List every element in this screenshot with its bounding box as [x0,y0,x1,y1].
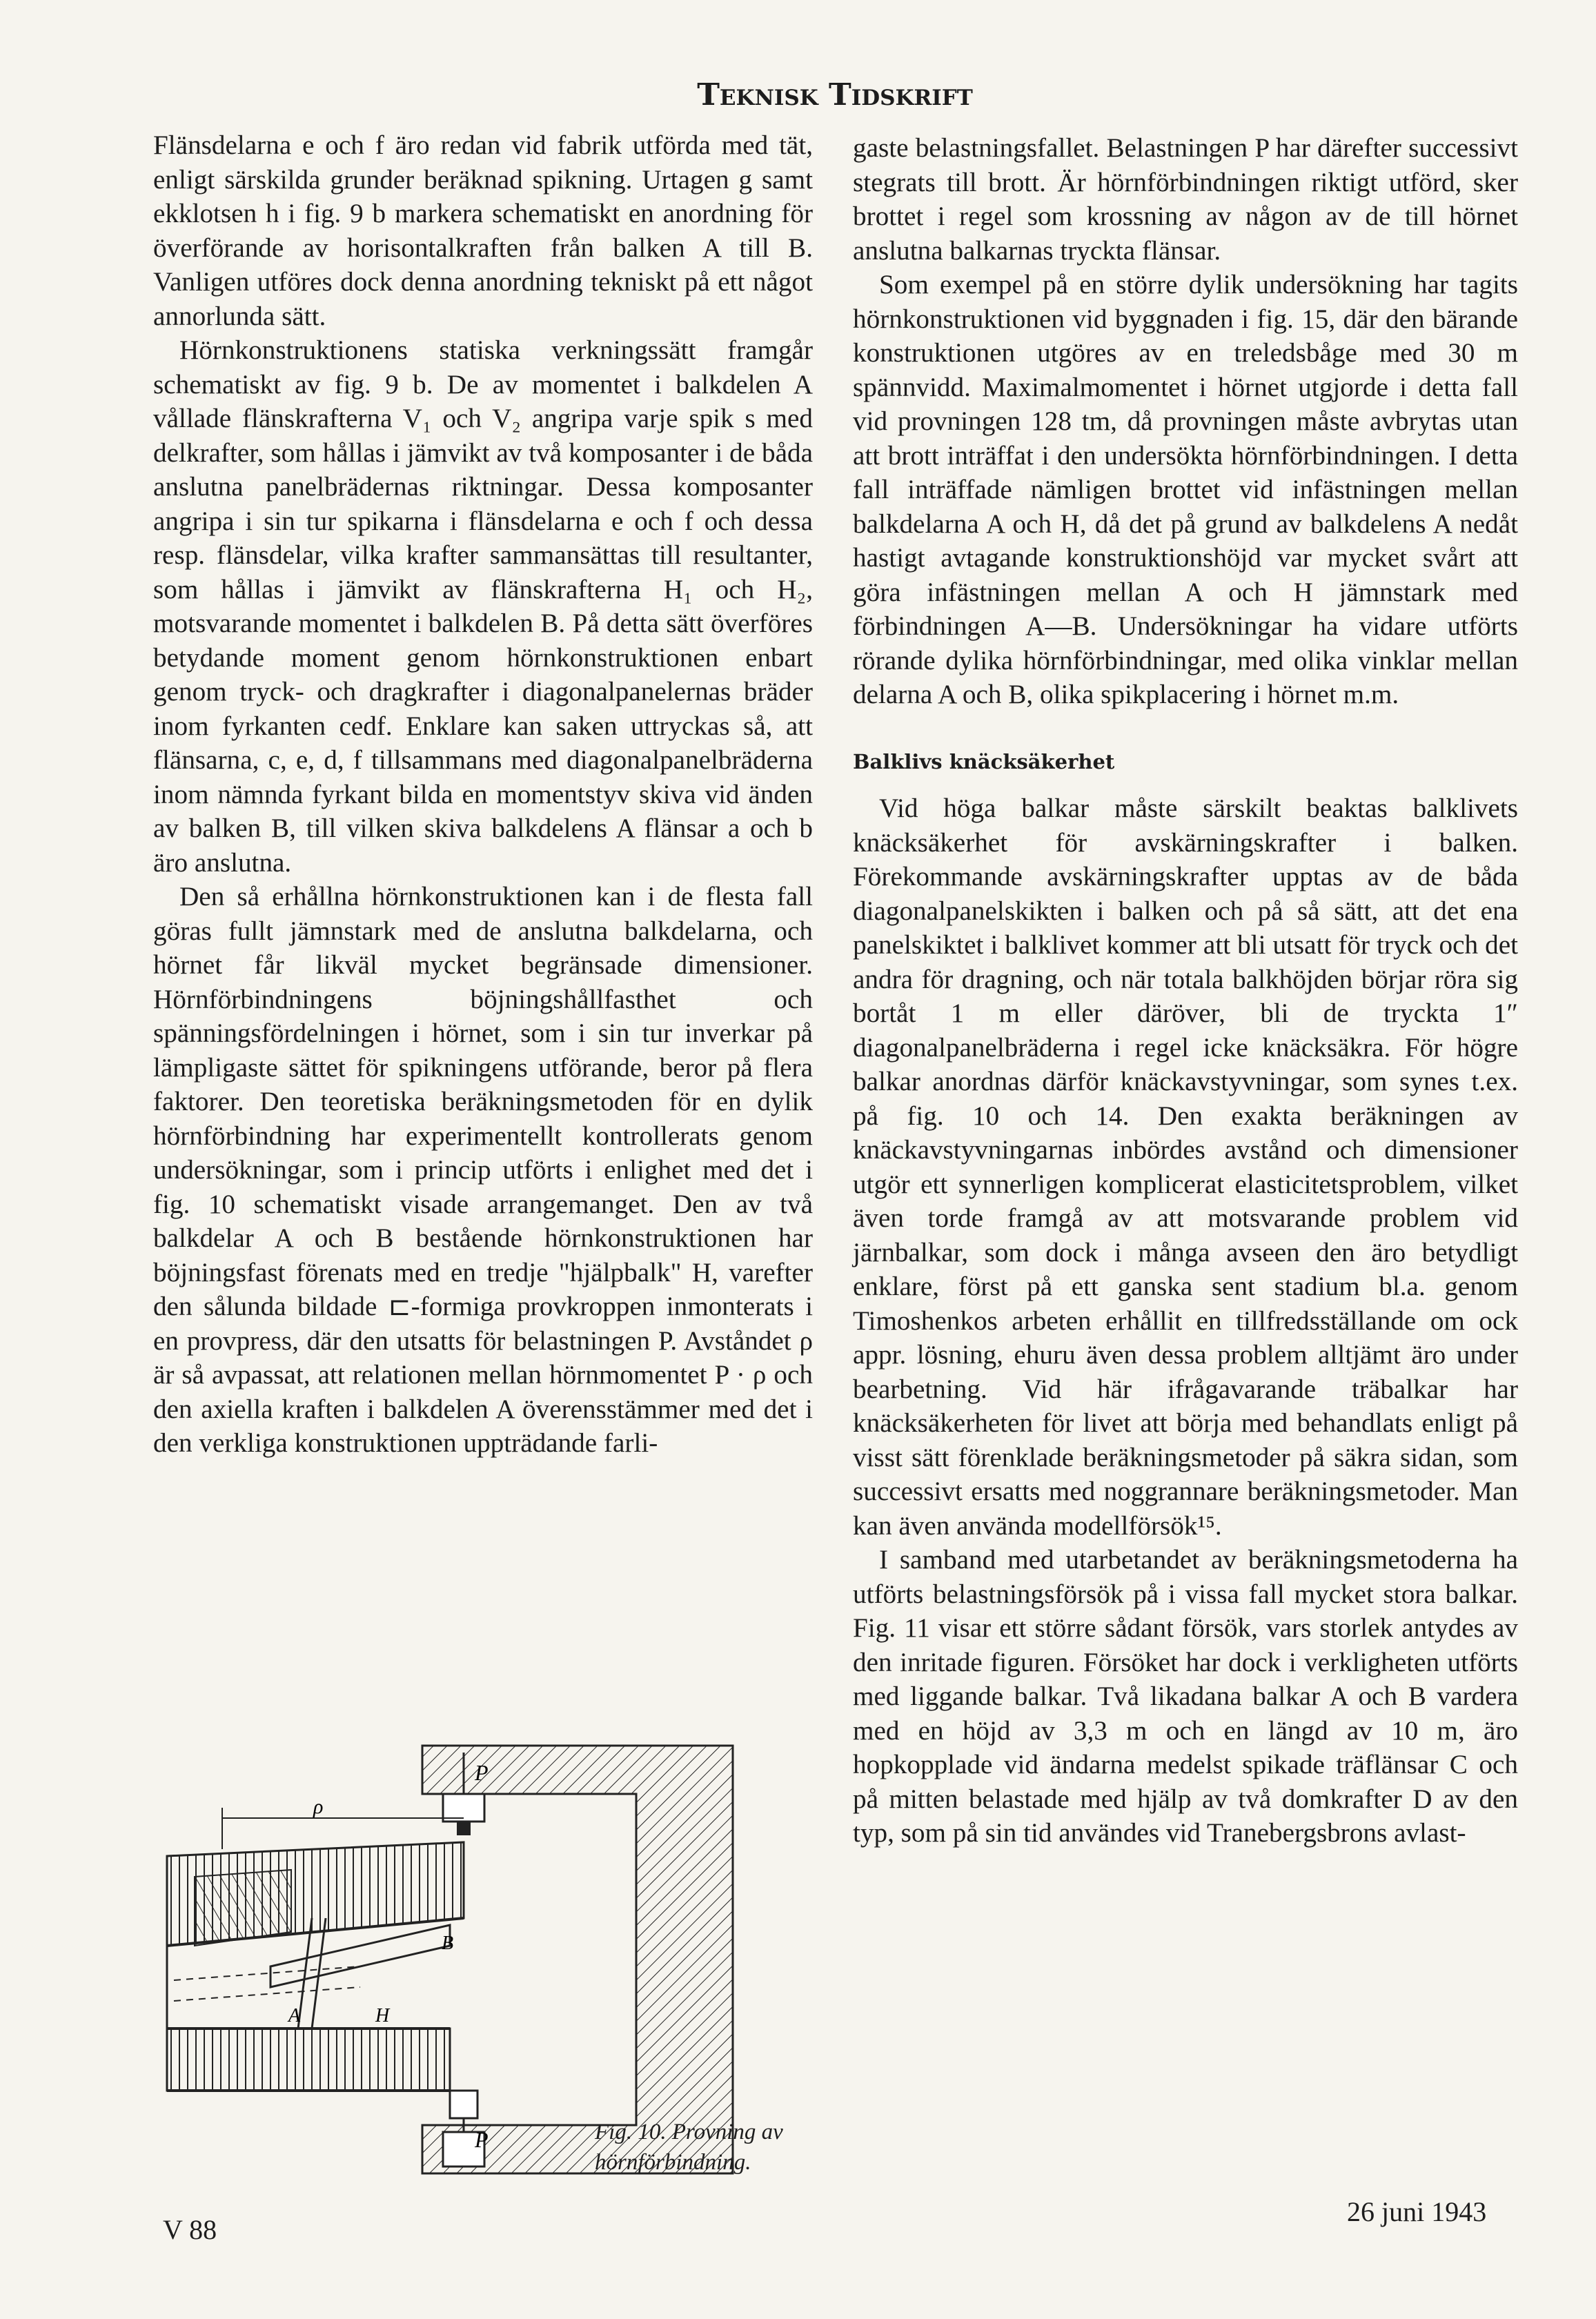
label-a: A [288,2005,301,2026]
left-column [153,128,813,1461]
journal-masthead: Teknisk Tidskrift [697,77,973,112]
figure-caption: Fig. 10. Provning av hörnförbindning. [595,2120,783,2175]
paragraph: Hörnkonstruktionens statiska verkningssätt framgår schematiskt av fig. 9 b. De av momentet i balkdelen A vållade flänskrafterna V₁ och V₂ angripa varje spik s med delkrafter, som hållas i jämvikt av två komposanter i de båda anslutna panelbrädernas riktningar. Dessa komposanter angripa i sin tur spikarna i flänsdelarna e och f och dessa resp. flänsdelar, vilka krafter sammansättas till resultanter, som hållas i jämvikt av flänskrafterna H₁ och H₂, motsvarande momentet i balkdelen B. På detta sätt överföres betydande moment genom hörnkonstruktionen enbart genom tryck- och dragkrafter i diagonalpanelernas bräder inom fyrkanten cedf. Enklare kan saken uttryckas så, att flänsarna, c, e, d, f tillsammans med diagonalpanelbräderna inom nämnda fyrkant bilda en momentstyv skiva vid änden av balken B, till vilken skiva balkdelens A flänsar a och b äro anslutna. [153,335,813,878]
bottom-support [450,2091,477,2118]
top-bearing [457,1822,471,1835]
issue-date: 26 juni 1943 [1347,2196,1487,2227]
paragraph: gaste belastningsfallet. Belastningen P har därefter successivt stegrats till brott. Är hörnförbindningen riktigt utförd, sker brottet i regel som krossning av någon av de till hörnet anslutna balkarnas tryckta flänsar. [853,133,1518,266]
lower-beam [167,2029,450,2091]
paragraph: Den så erhållna hörnkonstruktionen kan i de flesta fall göras fullt jämnstark med de anslutna balkdelarna, och hörnet får likväl mycket begränsade dimensioner. Hörnförbindningens böjningshållfasthet och spänningsfördelningen i hörnet, som i sin tur inverkar på lämpligaste sättet för spikningens utförande, beror på flera faktorer. Den teoretiska beräkningsmetoden för en dylik hörnförbindning har experimentellt kontrollerats genom undersökningar, som i princip utförts i enlighet med det i fig. 10 schematiskt visade arrangemanget. Den av två balkdelar A och B bestående hörnkonstruktionen har böjningsfast förenats med en tredje "hjälpbalk" H, varefter den sålunda bildade ⊏-formiga provkroppen inmonterats i en provpress, där den utsatts för belastningen P. Avståndet ρ är så avpassat, att relationen mellan hörnmomentet P · ρ och den axiella kraften i balkdelen A överensstämmer med det i den verkliga konstruktionen uppträdande farli- [153,882,813,1458]
label-p-bottom: P [475,2127,489,2152]
paragraph: I samband med utarbetandet av beräkningsmetoderna ha utförts belastningsförsök på i vissa fall mycket stora balkar. Fig. 11 visar ett större sådant försök, vars storlek antydes av den inritade figuren. Försöket har dock i verkligheten utförts med liggande balkar. Två likadana balkar A och B vardera med en höjd av 3,3 m och en längd av 10 m, äro hopkopplade vid ändarna medelst spikade träflänsar C och på mitten belastade med hjälp av två domkrafter D av den typ, som på sin tid användes vid Tranebergsbrons avlast- [853,1545,1518,1848]
page-number: V 88 [163,2214,217,2245]
paragraph: Flänsdelarna e och f äro redan vid fabrik utförda med tät, enligt särskilda grunder beräknad spikning. Urtagen g samt ekklotsen h i fig. 9 b markera schematiskt en anordning för överförande av horisontalkraften från balken A till B. Vanligen utföres dock denna anordning tekniskt på ett något annorlunda sätt. [153,130,813,331]
label-p-top: P [475,1760,489,1785]
label-rho: ρ [313,1795,324,1818]
right-column [853,131,1518,1851]
paragraph: Vid höga balkar måste särskilt beaktas balklivets knäcksäkerhet för avskärningskrafter i balken. Förekommande avskärningskrafter upptas av de båda diagonalpanelskikten i balken och på så sätt, att det ena panelskiktet i balklivet kommer att bli utsatt för tryck och det andra för dragning, och när totala balkhöjden börjar röra sig bortåt 1 m eller däröver, bli de tryckta 1″ diagonalpanelbräderna i regel icke knäcksäkra. För högre balkar anordnas därför knäckavstyvningar, som synes t.ex. på fig. 10 och 14. Den exakta beräkningen av knäckavstyvningarnas inbördes avstånd och dimensioner utgör ett synnerligen komplicerat elasticitetsproblem, vilket även torde framgå av att motsvarande problem vid järnbalkar, som dock i många avseen den äro betydligt enklare, först på ett ganska sent stadium bl.a. genom Timoshenkos arbeten erhållit en tillfredsställande om ock appr. lösning, ehuru även dessa problem alltjämt äro under bearbetning. Vid här ifrågavarande träbalkar har knäcksäkerheten för livet att börja med behandlats enligt på visst sätt förenklade beräkningsmetoder på säkra sidan, som successivt ersatts med noggrannare beräkningsmetoder. Man kan även använda modellförsök¹⁵. [853,793,1518,1541]
label-h: H [375,2005,390,2026]
section-heading: Balklivs knäcksäkerhet [853,749,1115,773]
paragraph: Som exempel på en större dylik undersökning har tagits hörnkonstruktionen vid byggnaden i fig. 15, där den bärande konstruktionen utgöres av en treledsbåge med 30 m spännvidd. Maximalmomentet i hörnet utgjorde i detta fall vid provningen 128 tm, då provningen måste avbrytas utan att brott inträffat i den undersökta hörnförbindningen. I detta fall inträffade nämligen brottet vid infästningen mellan balkdelarna A och H, då det på grund av balkdelens A nedåt hastigt avtagande konstruktionshöjd var mycket svårt att göra infästningen mellan A och H jämnstark med förbindningen A—B. Undersökningar ha vidare utförts rörande dylika hörnförbindningar, med olika vinklar mellan delarna A och B, olika spikplacering i hörnet m.m. [853,270,1518,709]
label-b: B [442,1933,454,1954]
